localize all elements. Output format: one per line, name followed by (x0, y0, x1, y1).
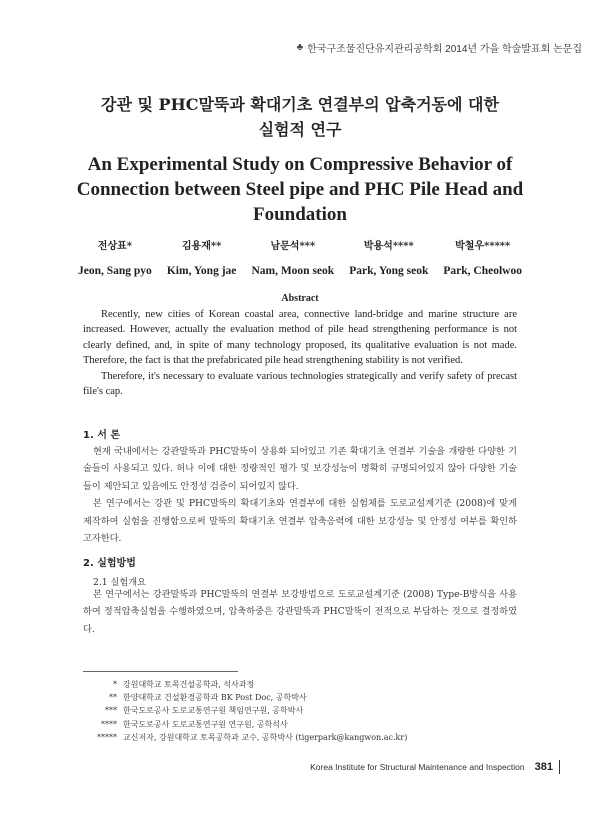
title-english-line-3: Foundation (253, 204, 347, 225)
author-name-english: Nam, Moon seok (251, 265, 335, 277)
section-1-heading: 1. 서 론 (83, 430, 121, 441)
footnote-divider (83, 671, 238, 672)
author (78, 238, 152, 280)
footnote (83, 731, 407, 744)
author-name-korean: 남문석*** (270, 241, 316, 252)
author (349, 238, 428, 280)
body-paragraph: 본 연구에서는 강관 및 PHC말뚝의 확대기초와 연결부에 대한 실험체를 도로교설계기준 (2008)에 맞게 제작하여 실험을 진행함으로써 말뚝의 확대기초 연결부 압축응력에 대한 보강성능 및 안정성 여부를 확인하고자한다. (83, 498, 517, 545)
author-name-korean: 전상표* (97, 241, 133, 252)
author-name-korean: 박철우***** (455, 241, 511, 252)
footer-divider (559, 760, 560, 774)
author (443, 238, 522, 280)
abstract-paragraph: Recently, new cities of Korean coastal area, connective land-bridge and marine structure are increased. However, actually the evaluation method of pile head strengthening performance is not clearly defined, and, in spite of many technology proposed, its qualitative evaluation is not made. Therefore, the fact is that the prefabricated pile head strengthening stability is not verified. (83, 309, 517, 367)
footnote-mark: **** (101, 719, 117, 729)
footnote-text: 한양대학교 건설환경공학과 BK Post Doc, 공학박사 (123, 693, 307, 703)
author-name-korean: 김용재** (181, 241, 222, 252)
clover-icon: ♣ (296, 42, 304, 53)
footnote-text: 한국도로공사 도로교통연구원 책임연구원, 공학박사 (123, 706, 304, 716)
footer-organization: Korea Institute for Structural Maintenance and Inspection (310, 762, 525, 772)
footnote (83, 704, 407, 717)
abstract-body (83, 307, 517, 399)
header-text: 한국구조물진단유지관리공학회 2014년 가을 학술발표회 논문집 (307, 44, 582, 55)
author-name-english: Jeon, Sang pyo (78, 265, 152, 277)
author-name-korean: 박용석**** (363, 241, 414, 252)
title-english (40, 152, 560, 227)
body-paragraph: 현재 국내에서는 강관말뚝과 PHC말뚝이 상용화 되어있고 기존 확대기초 연결부 기술을 개량한 다양한 기술들이 사용되고 있다. 허나 이에 대한 정량적인 평가 및 보강성능이 명확히 규명되어있지 않아 다양한 기술들이 제안되고 있음에도 안정성 검증이 되어있지 않다. (83, 446, 517, 492)
running-header (297, 40, 582, 55)
section-2-body (83, 586, 517, 638)
footnote-text: 교신저자, 강원대학교 토목공학과 교수, 공학박사 (tigerpark@kangwon.ac.kr) (123, 732, 408, 742)
footnote-mark: ** (109, 693, 117, 703)
footnote-mark: * (113, 680, 117, 689)
author-list (78, 238, 522, 280)
footnote (83, 691, 407, 704)
footnote (83, 718, 407, 731)
page-number: 381 (534, 761, 553, 773)
title-korean-line-1: 강관 및 PHC말뚝과 확대기초 연결부의 압축거동에 대한 (101, 95, 499, 114)
abstract-heading: Abstract (281, 293, 319, 304)
author-name-english: Park, Yong seok (349, 265, 429, 277)
footnotes (83, 678, 407, 744)
body-paragraph: 본 연구에서는 강관말뚝과 PHC말뚝의 연결부 보강방법으로 도로교설계기준 (2008) Type-B방식을 사용하여 정적압축실험을 수행하였으며, 압축하중은 강관말뚝과 PHC말뚝이 전적으로 부담하는 것으로 결정하였다. (83, 589, 517, 635)
footnote-text: 한국도로공사 도로교통연구원 연구원, 공학석사 (123, 719, 288, 729)
abstract-paragraph: Therefore, it's necessary to evaluate various technologies strategically and verify safety of precast file's cap. (83, 370, 517, 398)
title-english-line-1: An Experimental Study on Compressive Behavior of (87, 154, 513, 175)
section-1-body (83, 443, 517, 547)
page-footer (310, 760, 560, 774)
author (251, 238, 334, 280)
author (167, 238, 237, 280)
footnote-mark: ***** (97, 732, 117, 742)
subsection-heading: 2.1 실험개요 (93, 577, 147, 588)
author-name-english: Park, Cheolwoo (443, 265, 522, 277)
section-2-heading: 2. 실험방법 (83, 558, 136, 569)
title-korean-line-2: 실험적 연구 (258, 120, 342, 139)
title-korean (40, 92, 560, 142)
footnote-mark: *** (105, 706, 117, 716)
footnote (83, 678, 407, 691)
footnote-text: 강원대학교 토목건설공학과, 석사과정 (123, 680, 255, 689)
title-english-line-2: Connection between Steel pipe and PHC Pile Head and (76, 179, 524, 200)
author-name-english: Kim, Yong jae (166, 265, 237, 277)
